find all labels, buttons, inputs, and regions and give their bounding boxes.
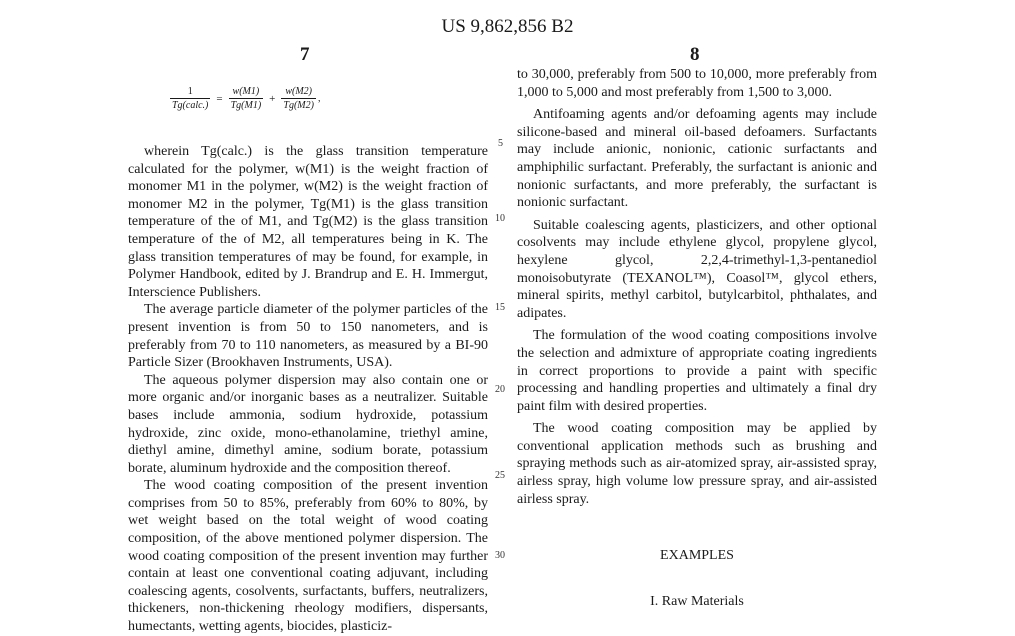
formula-term-2 <box>281 86 316 111</box>
left-column <box>128 143 488 636</box>
paragraph-bases: The aqueous polymer dispersion may also contain one or more organic and/or inorganic bases as a neutralizer. Suitable bases include ammonia, sodium hydroxide, potassium hydroxide, zinc oxide, mono-ethanolamine, triethyl amine, diethyl amine, dimethyl amine, sodium borate, potassium borate, aluminum hydroxide and the composition thereof. <box>128 372 488 476</box>
formula-trailing-comma: , <box>317 93 321 104</box>
line-number-15: 15 <box>495 302 505 313</box>
paragraph-composition: The wood coating composition of the present invention comprises from 50 to 85%, preferably from 60% to 80%, by wet weight based on the total weight of wood coating composition, of the above mentioned polymer dispersion. The wood coating composition of the present invention may further contain at least one conventional coating adjuvant, including coalescing agents, cosolvents, surfactants, buffers, neutralizers, thickeners, non-thickening rheology modifiers, dispersants, humectants, wetting agents, biocides, plasticiz- <box>128 478 488 635</box>
paragraph-particle-diameter: The average particle diameter of the polymer particles of the present invention is from 50 to 150 nanometers, and is preferably from 70 to 110 nanometers, as measured by a BI-90 Particle Sizer (Brookhaven Instruments, USA). <box>128 302 488 371</box>
left-column-number: 7 <box>300 44 310 65</box>
right-column <box>517 66 877 508</box>
formula-plus: + <box>269 92 276 105</box>
formula-term-2-numerator: w(M2) <box>285 86 312 97</box>
formula-equals: = <box>216 92 223 105</box>
formula-lhs-numerator: 1 <box>187 86 193 97</box>
formula-term-1-denominator: Tg(M1) <box>230 100 262 111</box>
paragraph-continuation: to 30,000, preferably from 500 to 10,000, more preferably from 1,000 to 5,000 and most preferably from 1,500 to 3,000. <box>517 67 877 100</box>
paragraph-formulation: The formulation of the wood coating compositions involve the selection and admixture of appropriate coating ingredients in correct proportions to provide a paint with specific processing and handling properties and ultimately a final dry paint film with desired properties. <box>517 328 877 414</box>
paragraph-coalescing: Suitable coalescing agents, plasticizers, and other optional cosolvents may include ethylene glycol, propylene glycol, hexylene glycol, 2,2,4-trimethyl-1,3-pentanediol monoisobutyrate (TEXANOL™), Coasol™, glycol ethers, mineral spirits, methyl carbitol, butylcarbitol, phthalates, and adipates. <box>517 217 877 321</box>
line-number-5: 5 <box>498 138 503 149</box>
line-number-10: 10 <box>495 213 505 224</box>
patent-number: US 9,862,856 B2 <box>441 16 574 37</box>
formula-lhs <box>170 86 210 111</box>
formula-term-1-numerator: w(M1) <box>232 86 260 97</box>
heading-examples: EXAMPLES <box>660 548 734 563</box>
formula-term-2-denominator: Tg(M2) <box>283 100 314 111</box>
right-column-number: 8 <box>690 44 700 65</box>
formula-term-1 <box>229 86 264 111</box>
paragraph-application: The wood coating composition may be applied by conventional application methods such as brushing and spraying methods such as air-atomized spray, air-assisted spray, airless spray, high volume low pressure spray, and air-assisted airless spray. <box>517 421 877 507</box>
glass-transition-formula <box>168 86 320 111</box>
paragraph-antifoaming: Antifoaming agents and/or defoaming agents may include silicone-based and mineral oil-based defoamers. Surfactants may include anionic, nonionic, cationic surfactants and amphiphilic surfactant. Preferably, the surfactant is anionic and nonionic surfactants, and more preferably, the surfactant is nonionic surfactant. <box>517 107 877 211</box>
heading-raw-materials: I. Raw Materials <box>650 594 744 609</box>
line-number-20: 20 <box>495 384 505 395</box>
formula-lhs-denominator: Tg(calc.) <box>172 100 209 111</box>
line-number-30: 30 <box>495 550 505 561</box>
line-number-25: 25 <box>495 470 505 481</box>
paragraph-tg-definition: wherein Tg(calc.) is the glass transition temperature calculated for the polymer, w(M1) is the weight fraction of monomer M1 in the polymer, w(M2) is the weight fraction of monomer M2 in the polymer, Tg(M1) is the glass transition temperature of the of M1, and Tg(M2) is the glass transition temperature of the of M2, all temperatures being in K. The glass transition temperatures of may be found, for example, in Polymer Handbook, edited by J. Brandrup and E. H. Immergut, Interscience Publishers. <box>128 144 488 300</box>
